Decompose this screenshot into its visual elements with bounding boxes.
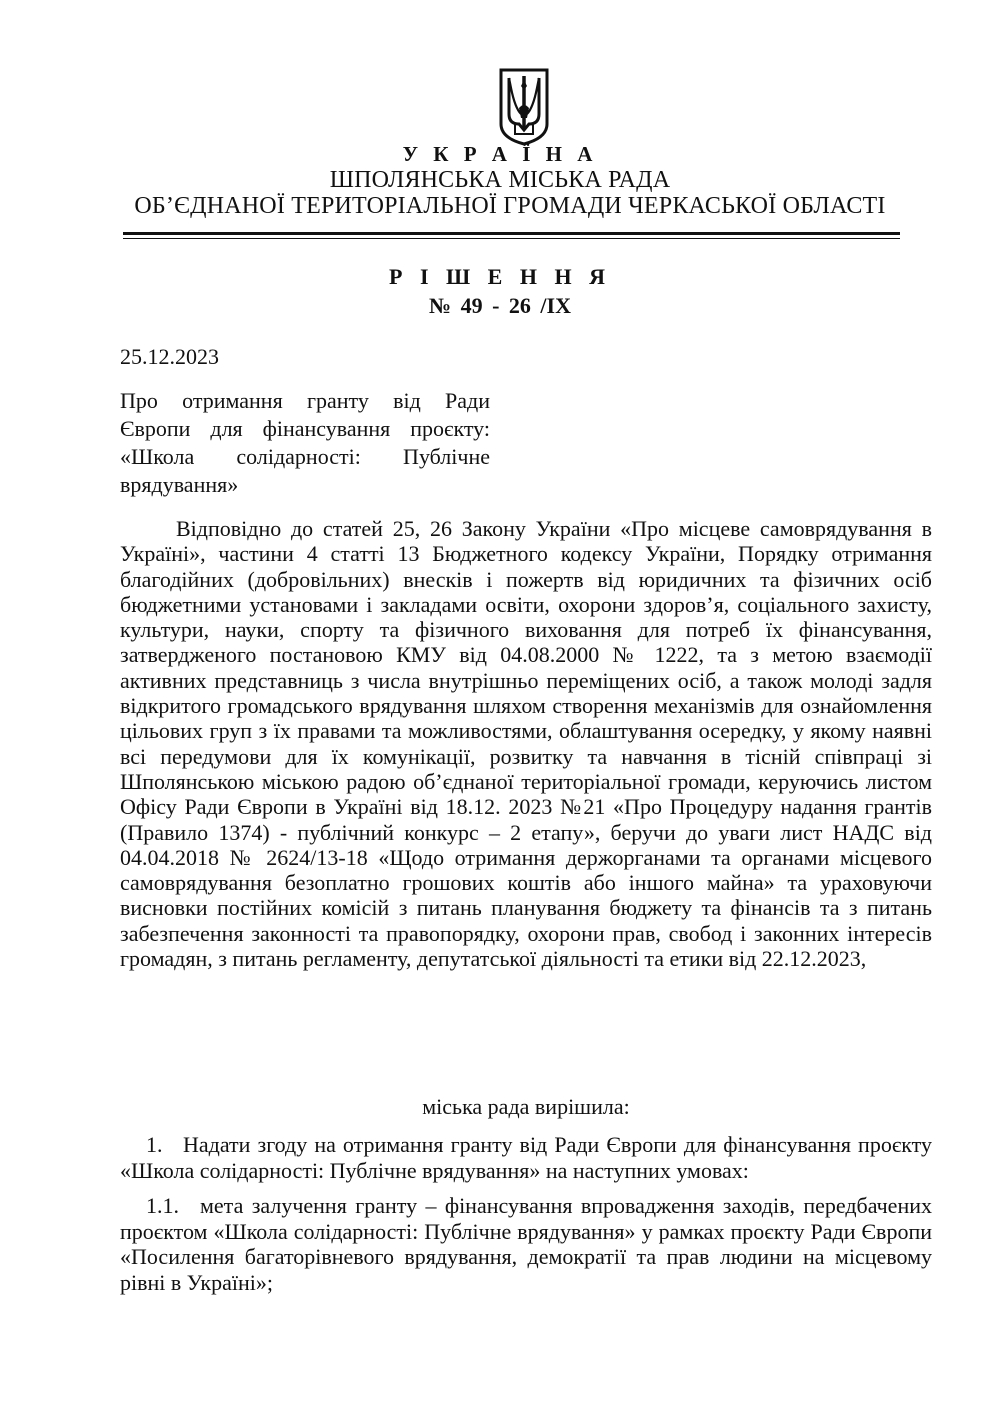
item-text: мета залучення гранту – фінансування впровадження заходів, передбачених проєктом «Школа солідарності: Публічне врядування» у рамках проєкту Ради Європи «Посилення багаторівневого врядування, демократії та прав людини на місцевому рівні в Україні»; [120,1193,932,1295]
council-heading: ШПОЛЯНСЬКА МІСЬКА РАДА [329,167,671,193]
document-body: Відповідно до статей 25, 26 Закону України «Про місцеве самоврядування в Україні», частини 4 статті 13 Бюджетного кодексу України, Порядку отримання благодійних (добровільних) внесків і пожертв від юридичних та фізичних осіб бюджетними установами і закладами освіти, охорони здоров’я, соціального захисту, культури, науки, спорту та фізичного виховання для потреб їх фінансування, затвердженого постановою КМУ від 04.08.2000 № 1222, та з метою взаємодії активних представниць з числа внутрішньо переміщених осіб, а також молоді задля відкритого громадського врядування шляхом створення механізмів для ознайомлення цільових груп з їх правами та можливостями, облаштування осередку, у якому наявні всі передумови для їх комунікації, розвитку та навчання в тісній співпраці зі Шполянською міською радою об’єднаної територіальної громади, керуючись листом Офісу Ради Європи в Україні від 18.12. 2023 №21 «Про Процедуру надання грантів (Правило 1374) - публічний конкурс – 2 етапу», беручи до уваги лист НАДС від 04.04.2018 № 2624/13-18 «Щодо отримання держорганами та органами місцевого самоврядування безоплатно грошових коштів або іншого майна» та ураховуючи висновки постійних комісій з питань планування бюджету та фінансів та з питань забезпечення законності та правопорядку, охорони прав, свобод і законних інтересів громадян, з питань регламенту, депутатської діяльності та етики від 22.12.2023, [120,516,932,972]
item-number: 1.1. [146,1193,179,1218]
resolution-item [120,1193,932,1295]
document-date: 25.12.2023 [120,344,219,369]
resolution-item [120,1132,932,1183]
document-type: Р І Ш Е Н Н Я [389,264,611,289]
document-number: № 49 - 26 /ІХ [429,293,571,318]
header-divider [123,232,900,235]
document-subject: Про отримання гранту від Ради Європи для фінансування проєкту: «Школа солідарності: Публічне врядування» [120,388,490,497]
country-heading: У К Р А Ї Н А [402,142,598,166]
trident-icon [497,68,551,146]
resolution-heading: міська рада вирішила: [422,1094,630,1119]
item-text: Надати згоду на отримання гранту від Ради Європи для фінансування проєкту «Школа солідарності: Публічне врядування» на наступних умовах: [120,1132,932,1183]
community-heading: ОБ’ЄДНАНОЇ ТЕРИТОРІАЛЬНОЇ ГРОМАДИ ЧЕРКАСЬКОЇ ОБЛАСТІ [134,193,886,219]
header-divider-thin [123,238,900,239]
item-number: 1. [146,1132,163,1157]
